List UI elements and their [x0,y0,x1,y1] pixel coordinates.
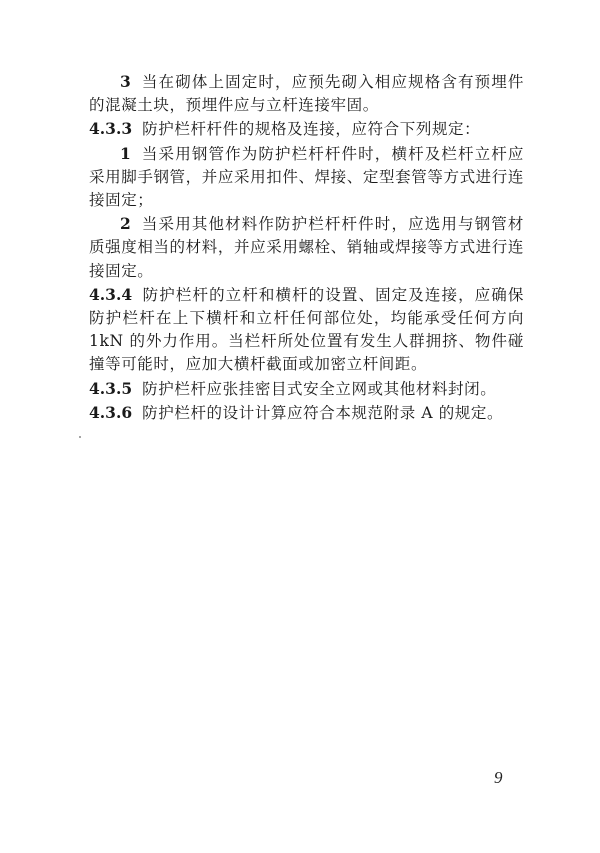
body-text [89,70,524,425]
clause-text: 防护栏杆的设计计算应符合本规范附录 A 的规定。 [142,403,504,422]
clause-number: 4.3.4 [89,284,133,304]
clause-text: 防护栏杆应张挂密目式安全立网或其他材料封闭。 [142,379,497,398]
item-text: 当采用其他材料作防护栏杆杆件时，应选用与钢管材质强度相当的材料，并应采用螺栓、销轴或焊接等方式进行连接固定。 [89,215,524,280]
clause-number: 4.3.5 [89,378,133,398]
clause [89,283,524,377]
list-item [89,70,524,117]
item-text: 当采用钢管作为防护栏杆杆件时，横杆及栏杆立杆应采用脚手钢管，并应采用扣件、焊接、定型套管等方式进行连接固定； [89,144,524,210]
clause-number: 4.3.3 [89,119,133,139]
item-number: 1 [120,143,132,163]
clause [89,377,524,401]
list-item [89,142,524,213]
item-text: 当在砌体上固定时，应预先砌入相应规格含有预埋件的混凝土块，预埋件应与立杆连接牢固。 [89,73,524,115]
item-number: 2 [120,214,132,234]
clause [89,401,524,425]
scan-speck [79,436,81,438]
clause [89,117,524,141]
clause-text: 防护栏杆杆件的规格及连接，应符合下列规定： [142,120,481,139]
page-number: 9 [494,768,503,787]
clause-number: 4.3.6 [89,402,133,422]
clause-text: 防护栏杆的立杆和横杆的设置、固定及连接，应确保防护栏杆在上下横杆和立杆任何部位处，均能承受任何方向 1kN 的外力作用。当栏杆所处位置有发生人群拥挤、物件碰撞等可能时，应加大横杆截面或加密立杆间距。 [89,285,524,374]
item-number: 3 [120,72,132,91]
list-item [89,212,524,283]
